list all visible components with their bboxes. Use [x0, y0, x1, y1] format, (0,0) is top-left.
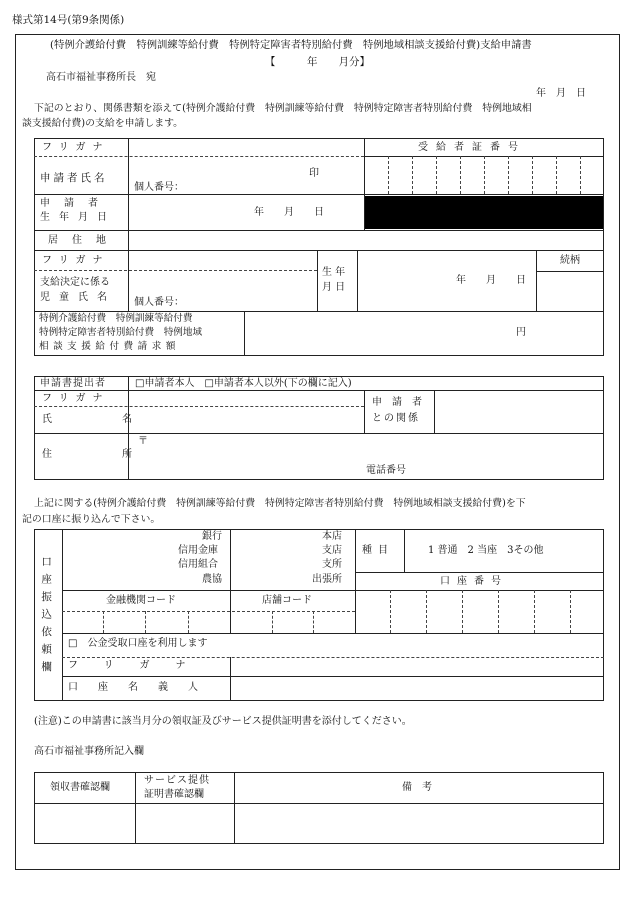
submitter-relation-label: 申 請 者	[372, 397, 422, 408]
service-check-label: サービス提供	[144, 775, 210, 786]
submitter-label: 申請書提出者	[40, 378, 106, 389]
furigana-label: フリガナ	[42, 142, 110, 153]
child-name-label: 支給決定に係る	[40, 277, 110, 288]
dob-label: 申 請 者	[40, 198, 100, 209]
phone-label: 電話番号	[366, 465, 406, 476]
form-title: (特例介護給付費 特例訓練等給付費 特例特定障害者特別給付費 特例地域相談支援給付費)支給申請書	[50, 39, 532, 51]
furigana-label-2: フリガナ	[42, 255, 110, 266]
branch-type-sub: 出張所	[312, 574, 342, 585]
branch-type-main: 本店	[322, 531, 342, 542]
postal-mark: 〒	[138, 436, 148, 447]
yen-unit: 円	[516, 327, 526, 338]
submitter-relation-label-2: との関係	[372, 413, 420, 424]
office-table	[34, 772, 604, 844]
attachment-note: (注意)この申請書に該当月分の領収証及びサービス提供証明書を添付してください。	[34, 716, 412, 727]
submitter-table	[34, 376, 604, 480]
account-type-label: 種目	[362, 545, 394, 556]
relation-label: 続柄	[560, 255, 580, 266]
form-period: 【 年 月分】	[265, 56, 370, 68]
service-check-label-2: 証明書確認欄	[144, 789, 204, 800]
intro-text-2: 談支援給付費)の支給を申請します。	[22, 118, 184, 129]
bank-type-kumiai: 信用組合	[178, 559, 218, 570]
seal-mark: 印	[309, 168, 319, 179]
claim-label-3: 相談支援給付費請求額	[39, 341, 180, 352]
branch-type-office: 支所	[322, 559, 342, 570]
account-side-label: 口座振込依頼欄	[40, 556, 53, 679]
transfer-text-2: 記の口座に振り込んで下さい。	[22, 514, 161, 525]
office-section-title: 高石市福祉事務所記入欄	[34, 746, 144, 757]
residence-label: 居住地	[48, 235, 120, 246]
receipt-check-label: 領収書確認欄	[50, 782, 110, 793]
account-number-label: 口座番号	[440, 576, 508, 587]
birth-value: 年 月 日	[456, 275, 526, 286]
bank-type-bank: 銀行	[202, 531, 222, 542]
intro-text: 下記のとおり、関係書類を添えて(特例介護給付費 特例訓練等給付費 特例特定障害者特別給付費 特例地域相	[34, 103, 532, 114]
submitter-options: □申請者本人 □申請者本人以外(下の欄に記入)	[135, 378, 352, 389]
claim-label-2: 特例特定障害者特別給付費 特例地域	[39, 327, 203, 338]
addressee: 高石市福祉事務所長 宛	[46, 72, 156, 83]
branch-type-branch: 支店	[322, 545, 342, 556]
account-furigana-label: フリガナ	[68, 660, 212, 671]
redacted-block	[365, 196, 603, 229]
date-line: 年 月 日	[536, 88, 586, 99]
public-account-checkbox[interactable]: □ 公金受取口座を利用します	[68, 638, 208, 649]
individual-number-label: 個人番号：	[134, 182, 184, 193]
form-number: 様式第14号(第9条関係)	[12, 14, 125, 26]
transfer-text: 上記に関する(特例介護給付費 特例訓練等給付費 特例特定障害者特別給付費 特例地域相談支援給付費)を下	[34, 498, 526, 509]
submitter-address-label: 住 所	[42, 449, 162, 460]
claim-label: 特例介護給付費 特例訓練等給付費	[39, 313, 193, 324]
submitter-furigana-label: フリガナ	[42, 393, 110, 404]
submitter-name-label: 氏 名	[42, 414, 162, 425]
birth-label: 生 年	[322, 267, 346, 278]
recipient-number-label: 受給者証番号	[418, 142, 526, 153]
bank-code-label: 金融機関コード	[106, 595, 176, 606]
account-type-options: 1 普通 2 当座 3その他	[428, 545, 544, 556]
applicant-name-label: 申請者氏名	[40, 172, 108, 184]
child-individual-number: 個人番号：	[134, 297, 184, 308]
dob-value: 年 月 日	[254, 207, 324, 218]
birth-label-2: 月 日	[322, 282, 346, 293]
account-holder-label: 口座名義人	[68, 682, 218, 693]
remarks-label: 備 考	[402, 782, 432, 793]
dob-label-2: 生年月日	[40, 212, 116, 223]
child-name-label-2: 児童氏名	[40, 292, 116, 303]
branch-code-label: 店舗コード	[262, 595, 312, 606]
bank-type-nokyo: 農協	[202, 574, 222, 585]
bank-type-shinkin: 信用金庫	[178, 545, 218, 556]
